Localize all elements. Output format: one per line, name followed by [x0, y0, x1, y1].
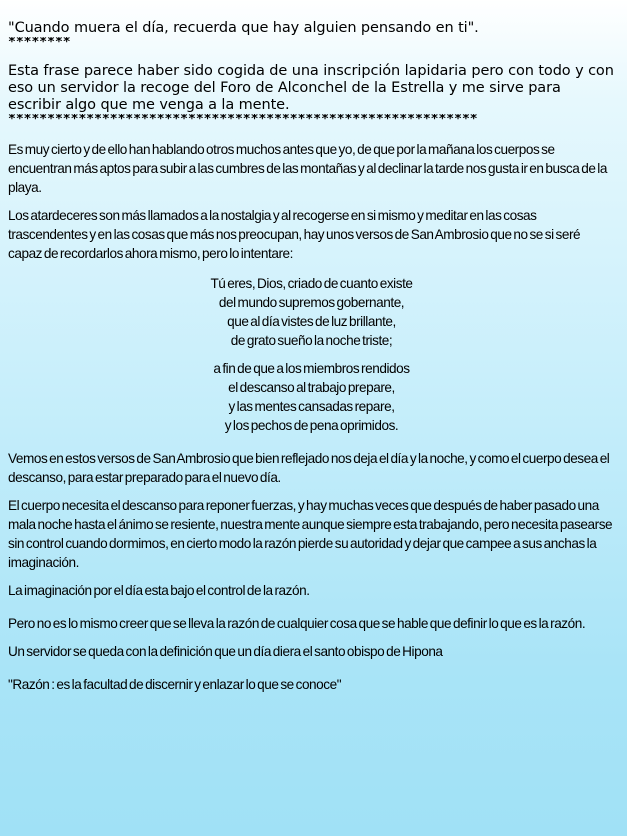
- poem-stanza-1: [8, 274, 615, 350]
- closing-quote: "Razón : es la facultad de discernir y enlazar lo que se conoce": [8, 677, 342, 692]
- poem-line: y las mentes cansadas repare,: [228, 399, 395, 414]
- poem-line: Tú eres, Dios, criado de cuanto existe: [210, 276, 413, 291]
- opening-quote: "Cuando muera el día, recuerda que hay alguien pensando en ti".: [8, 20, 479, 36]
- intro-paragraph: Esta frase parece haber sido cogida de una inscripción lapidaria pero con todo y con eso un servidor la recoge del Foro de Alconchel de la Estrella y me sirve para escribir algo que me venga a la mente.: [8, 63, 614, 113]
- poem-line: y los pechos de pena oprimidos.: [224, 418, 399, 433]
- paragraph-7: Un servidor se queda con la definición que un día diera el santo obispo de Hipona: [8, 644, 443, 659]
- intro-section: [8, 20, 615, 126]
- separator-short: ********: [8, 37, 71, 49]
- paragraph-5: La imaginación por el día esta bajo el control de la razón.: [8, 583, 310, 598]
- paragraph-2: Los atardeceres son más llamados a la nostalgia y al recogerse en si mismo y meditar en las cosas trascendentes y en las cosas que más nos preocupan, hay unos versos de San Ambrosio que no se si seré capaz de recordarlos ahora mismo, pero lo intentare:: [8, 208, 581, 261]
- poem-line: que al día vistes de luz brillante,: [227, 314, 396, 329]
- paragraph-6: Pero no es lo mismo creer que se lleva la razón de cualquier cosa que se hable que definir lo que es la razón.: [8, 616, 586, 631]
- poem-line: del mundo supremos gobernante,: [218, 295, 405, 310]
- poem-line: el descanso al trabajo prepare,: [228, 380, 395, 395]
- spacer: [8, 126, 615, 140]
- poem-line: de grato sueño la noche triste;: [230, 333, 393, 348]
- separator-long: ************************************************************: [8, 114, 478, 126]
- paragraph-3: Vemos en estos versos de San Ambrosio que bien reflejado nos deja el día y la noche, y como el cuerpo desea el descanso, para estar preparado para el nuevo día.: [8, 451, 610, 485]
- poem-stanza-2: [8, 359, 615, 435]
- paragraph-1: Es muy cierto y de ello han hablando otros muchos antes que yo, de que por la mañana los cuerpos se encuentran más aptos para subir a las cumbres de las montañas y al declinar la tarde nos gusta ir en busca de la playa.: [8, 142, 607, 195]
- paragraph-4: El cuerpo necesita el descanso para reponer fuerzas, y hay muchas veces que después de haber pasado una mala noche hasta el ánimo se resiente, nuestra mente aunque siempre esta trabajando, pero necesita pasearse sin control cuando dormimos, en cierto modo la razón pierde su autoridad y dejar que campee a sus anchas la imaginación.: [8, 498, 613, 570]
- spacer: [8, 49, 615, 63]
- poem-line: a fin de que a los miembros rendidos: [213, 361, 410, 376]
